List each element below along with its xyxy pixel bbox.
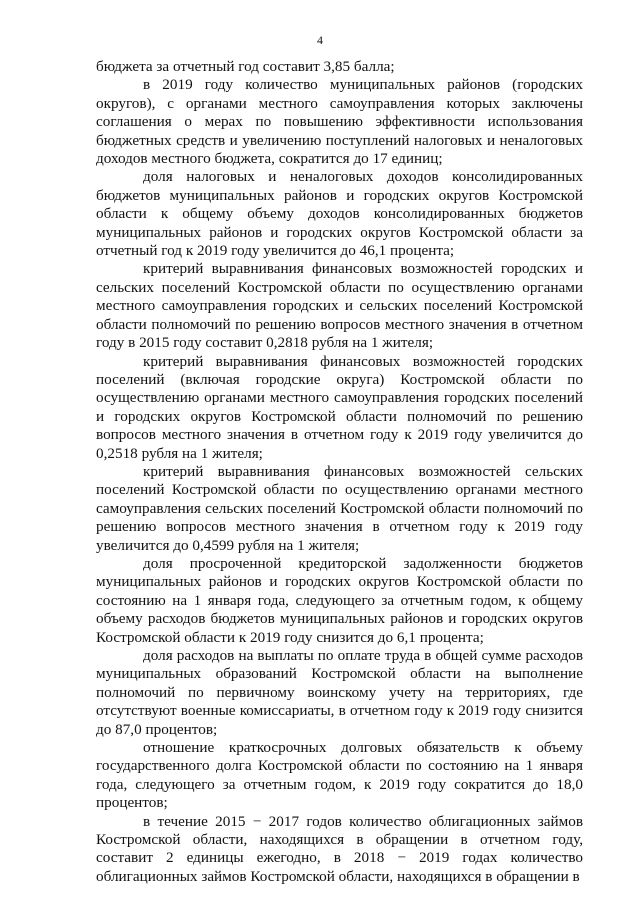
page-number: 4	[317, 33, 323, 47]
paragraph: критерий выравнивания финансовых возможностей городских и сельских поселений Костромской области по осуществлению органами местного самоуправления городских и сельских поселений Костромской области полномочий по решению вопросов местного значения в отчетном году в 2015 году составит 0,2818 рубля на 1 жителя;	[96, 260, 583, 352]
document-body	[96, 58, 583, 886]
paragraph: отношение краткосрочных долговых обязательств к объему государственного долга Костромской области по состоянию на 1 января года, следующего за отчетным годом, к 2019 году сократится до 18,0 процентов;	[96, 739, 583, 812]
paragraph: в 2019 году количество муниципальных районов (городских округов), с органами местного самоуправления которых заключены соглашения о мерах по повышению эффективности использования бюджетных средств и увеличению поступлений налоговых и неналоговых доходов местного бюджета, сократится до 17 единиц;	[96, 76, 583, 168]
paragraph: доля налоговых и неналоговых доходов консолидированных бюджетов муниципальных районов и городских округов Костромской области к общему объему доходов консолидированных бюджетов муниципальных районов и городских округов Костромской области за отчетный год к 2019 году увеличится до 46,1 процента;	[96, 168, 583, 260]
paragraph: бюджета за отчетный год составит 3,85 балла;	[96, 58, 395, 75]
paragraph: в течение 2015 − 2017 годов количество облигационных займов Костромской области, находящихся в обращении в отчетном году, составит 2 единицы ежегодно, в 2018 − 2019 годах количество облигационных займов Костромской области, находящихся в обращении в	[96, 812, 583, 885]
paragraph: доля расходов на выплаты по оплате труда в общей сумме расходов муниципальных образований Костромской области на выполнение полномочий по первичному воинскому учету на территориях, где отсутствуют военные комиссариаты, в отчетном году к 2019 году снизится до 87,0 процентов;	[96, 647, 583, 738]
paragraph: критерий выравнивания финансовых возможностей городских поселений (включая городские округа) Костромской области по осуществлению органами местного самоуправления городских поселений и городских округов Костромской области полномочий по решению вопросов местного значения в отчетном году к 2019 году увеличится до 0,2518 рубля на 1 жителя;	[96, 352, 583, 462]
paragraph: доля просроченной кредиторской задолженности бюджетов муниципальных районов и городских округов Костромской области по состоянию на 1 января года, следующего за отчетным годом, к общему объему расходов бюджетов муниципальных районов и городских округов Костромской области к 2019 году снизится до 6,1 процента;	[96, 554, 583, 646]
paragraph: критерий выравнивания финансовых возможностей сельских поселений Костромской области по осуществлению органами местного самоуправления сельских поселений Костромской области полномочий по решению вопросов местного значения в отчетном году к 2019 году увеличится до 0,4599 рубля на 1 жителя;	[96, 462, 583, 554]
